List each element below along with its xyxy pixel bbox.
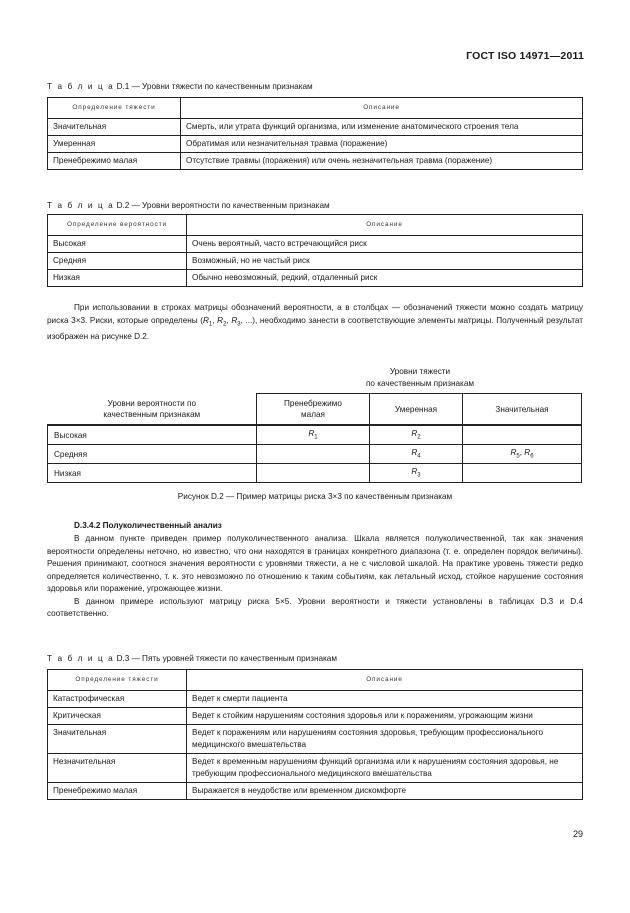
matrix-col-moderate: Умеренная	[370, 394, 463, 426]
severity-axis-label	[350, 366, 490, 390]
risk-index: 2	[223, 321, 227, 328]
table-header-row	[48, 670, 583, 691]
header-severity: Определение тяжести	[48, 670, 187, 691]
row-description: Ведет к стойким нарушениям состояния здоровья или к поражениям, угрожающим жизни	[187, 708, 583, 725]
table-row	[48, 754, 583, 783]
table-d2	[47, 214, 583, 287]
table-row	[48, 783, 583, 800]
row-description: Выражается в неудобстве или временном дискомфорте	[187, 783, 583, 800]
risk-symbol: R	[411, 429, 418, 439]
row-term: Катастрофическая	[48, 691, 187, 708]
para-text: В данном примере используют матрицу риска 5×5. Уровни вероятности и тяжести установлены в таблицах D.3 и D.4 соответственно.	[47, 596, 583, 618]
figure-caption: Рисунок D.2 — Пример матрицы риска 3×3 по качественным признакам	[177, 492, 453, 501]
row-description: Ведет к временным нарушениям функций организма или к нарушениям состояния здоровья, не требующим профессионального медицинского вмешательства	[187, 754, 583, 783]
row-term: Низкая	[48, 270, 187, 287]
risk-symbol: R	[411, 448, 418, 458]
matrix-row-label: Низкая	[48, 464, 257, 483]
caption-text: D.2 — Уровни вероятности по качественным признакам	[116, 201, 330, 210]
row-description: Обычно невозможный, редкий, отдаленный риск	[187, 270, 583, 287]
table-row	[48, 270, 583, 287]
row-description: Ведет к поражениям или нарушениям состояния здоровья, требующим профессионального медицинского вмешательства	[187, 725, 583, 754]
risk-index: 2	[417, 434, 421, 441]
table-d1	[47, 97, 583, 170]
matrix-cell	[463, 464, 582, 483]
table-d3	[47, 669, 583, 800]
risk-symbol: R	[217, 315, 224, 325]
risk-index: 6	[530, 453, 534, 460]
label-line: качественным признакам	[103, 409, 201, 419]
label-line: по качественным признакам	[365, 379, 475, 388]
paragraph-semiquantitative	[47, 533, 583, 621]
row-term: Высокая	[48, 236, 187, 253]
risk-symbol: R	[203, 315, 209, 325]
risk-symbol: R	[510, 448, 517, 458]
caption-text: D.1 — Уровни тяжести по качественным признакам	[116, 82, 313, 91]
para-text: При использовании в строках матрицы обозначений вероятности, а в столбцах — обозначений тяжести можно создать матрицу риска 3×3. Риски, которые определены (	[47, 303, 583, 325]
matrix-cell	[463, 445, 582, 464]
header-description: Описание	[187, 670, 583, 691]
table-header-row	[48, 215, 583, 236]
table-row	[48, 708, 583, 725]
row-term: Пренебрежимо малая	[48, 783, 187, 800]
row-description: Возможный, но не частый риск	[187, 253, 583, 270]
caption-label: Т а б л и ц а	[47, 82, 115, 91]
label-line: Уровни тяжести	[389, 367, 451, 376]
table-row	[48, 725, 583, 754]
risk-index: 1	[314, 434, 318, 441]
row-description: Очень вероятный, часто встречающийся риск	[187, 236, 583, 253]
matrix-corner	[48, 394, 257, 426]
table-row	[48, 236, 583, 253]
table-header-row	[48, 98, 583, 119]
risk-symbol: R	[411, 467, 418, 477]
matrix-cell	[370, 425, 463, 445]
matrix-col-negligible	[257, 394, 370, 426]
matrix-cell	[257, 445, 370, 464]
matrix-row-label: Высокая	[48, 425, 257, 445]
separator: ,	[226, 315, 232, 325]
document-code: ГОСТ ISO 14971—2011	[466, 50, 584, 62]
para-text: , ...), необходимо занести в соответствующие элементы матрицы. Полученный результат изображен на рисунке D.2.	[47, 315, 583, 341]
risk-index: 5	[516, 453, 520, 460]
matrix-header-row	[48, 394, 582, 426]
header-probability: Определение вероятности	[48, 215, 187, 236]
row-term: Пренебрежимо малая	[48, 153, 181, 170]
risk-symbol: R	[524, 448, 531, 458]
matrix-row	[48, 464, 582, 483]
matrix-row	[48, 445, 582, 464]
risk-symbol: R	[308, 429, 315, 439]
row-term: Умеренная	[48, 136, 181, 153]
matrix-cell	[257, 425, 370, 445]
risk-symbol: R	[231, 315, 238, 325]
matrix-row	[48, 425, 582, 445]
matrix-cell	[257, 464, 370, 483]
separator: ,	[519, 448, 525, 458]
row-description: Обратимая или незначительная травма (поражение)	[181, 136, 583, 153]
row-description: Смерть, или утрата функций организма, или изменение анатомического строения тела	[181, 119, 583, 136]
caption-label: Т а б л и ц а	[47, 654, 115, 663]
label-line: малая	[301, 410, 325, 419]
risk-index: 4	[417, 453, 421, 460]
label-line: Пренебрежимо	[284, 399, 342, 408]
table-d1-caption	[47, 82, 313, 91]
caption-text: D.3 — Пять уровней тяжести по качественным признакам	[116, 654, 337, 663]
row-description: Ведет к смерти пациента	[187, 691, 583, 708]
table-row	[48, 119, 583, 136]
risk-matrix	[47, 393, 582, 483]
row-term: Значительная	[48, 725, 187, 754]
risk-index: 1	[208, 321, 213, 328]
table-d2-caption	[47, 201, 330, 210]
separator: ,	[212, 315, 218, 325]
para-text: В данном пункте приведен пример полуколичественного анализа. Шкала является полуколичественной, так как значения вероятности определены неточно, но известно, что они находятся в границах конкретного диапазона (т. е. определен порядок величины). Решения принимают, соотнося значения вероятности с уровнями тяжести, а не с числовой шкалой. На практике уровень тяжести редко определяется количественно, т. к. это невозможно по отношению к таким событиям, как летальный исход, стойкое нарушение состояния здоровья или поражение, угрожающее жизни.	[47, 534, 583, 593]
matrix-col-significant: Значительная	[463, 394, 582, 426]
row-term: Средняя	[48, 253, 187, 270]
table-d3-caption	[47, 654, 337, 663]
matrix-cell	[463, 425, 582, 445]
risk-index: 3	[417, 472, 421, 479]
page-number: 29	[572, 829, 583, 839]
row-description: Отсутствие травмы (поражения) или очень незначительная травма (поражение)	[181, 153, 583, 170]
row-term: Значительная	[48, 119, 181, 136]
section-title: D.3.4.2 Полуколичественный анализ	[74, 521, 222, 530]
header-description: Описание	[187, 215, 583, 236]
header-severity: Определение тяжести	[48, 98, 181, 119]
table-row	[48, 136, 583, 153]
table-row	[48, 253, 583, 270]
caption-label: Т а б л и ц а	[47, 201, 115, 210]
matrix-row-label: Средняя	[48, 445, 257, 464]
matrix-cell	[370, 445, 463, 464]
header-description: Описание	[181, 98, 583, 119]
table-row	[48, 153, 583, 170]
row-term: Незначительная	[48, 754, 187, 783]
risk-index: 3	[237, 321, 241, 328]
table-row	[48, 691, 583, 708]
row-term: Критическая	[48, 708, 187, 725]
paragraph-matrix-intro	[47, 302, 583, 343]
label-line: Уровни вероятности по	[107, 398, 196, 408]
matrix-cell	[370, 464, 463, 483]
